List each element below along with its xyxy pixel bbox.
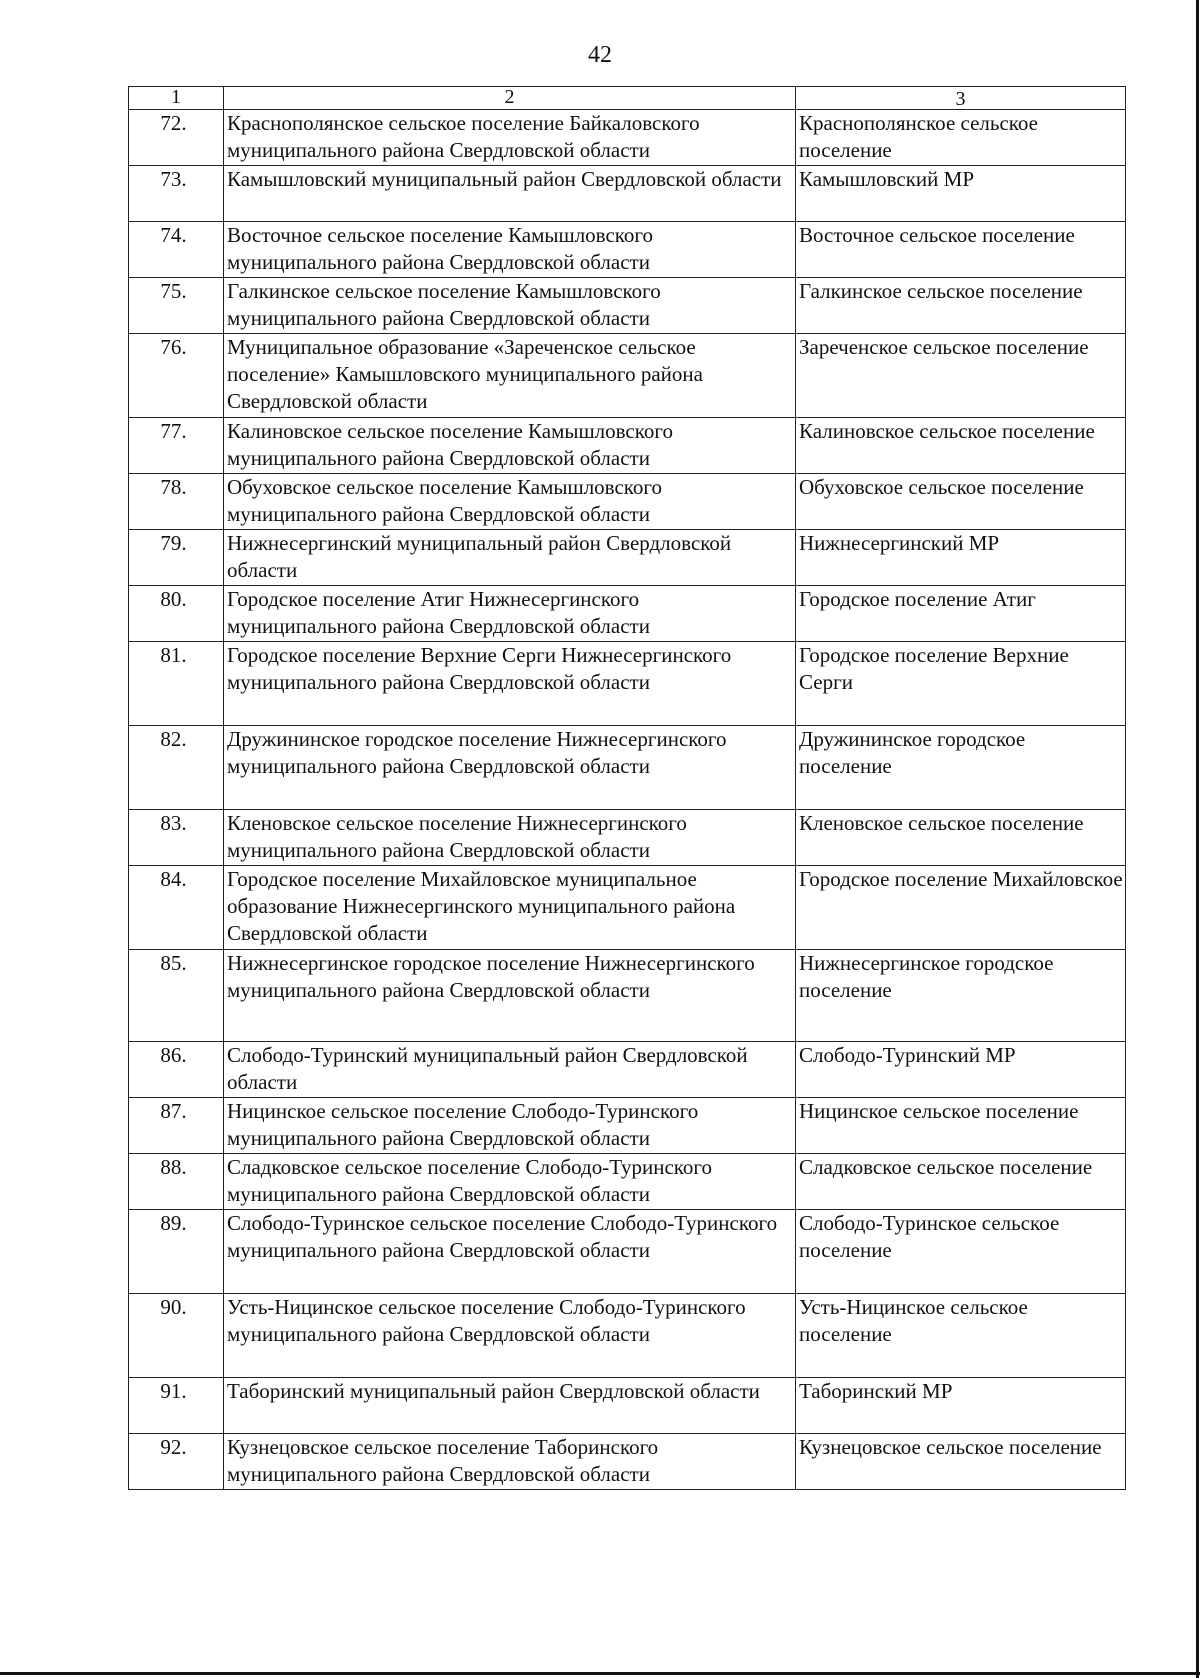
short-name-cell: Обуховское сельское поселение	[796, 474, 1126, 530]
full-name-cell: Дружининское городское поселение Нижнесергинского муниципального района Свердловской области	[224, 726, 796, 810]
full-name-cell: Городское поселение Верхние Серги Нижнесергинского муниципального района Свердловской области	[224, 642, 796, 726]
full-name-cell: Городское поселение Михайловское муниципальное образование Нижнесергинского муниципального района Свердловской области	[224, 866, 796, 950]
table-row	[129, 530, 1126, 586]
full-name-cell: Кленовское сельское поселение Нижнесергинского муниципального района Свердловской области	[224, 810, 796, 866]
column-header-3: 3	[796, 87, 1126, 110]
table-row	[129, 950, 1126, 1042]
table-row	[129, 1042, 1126, 1098]
table-row	[129, 418, 1126, 474]
table-row	[129, 166, 1126, 222]
row-number: 77.	[129, 418, 224, 474]
short-name-cell: Зареченское сельское поселение	[796, 334, 1126, 418]
page-number: 42	[588, 42, 612, 68]
table-row	[129, 1154, 1126, 1210]
table-row	[129, 222, 1126, 278]
full-name-cell: Кузнецовское сельское поселение Таборинского муниципального района Свердловской области	[224, 1434, 796, 1490]
full-name-cell: Обуховское сельское поселение Камышловского муниципального района Свердловской области	[224, 474, 796, 530]
row-number: 81.	[129, 642, 224, 726]
short-name-cell: Ницинское сельское поселение	[796, 1098, 1126, 1154]
right-border	[1196, 0, 1199, 1678]
short-name-cell: Краснополянское сельское поселение	[796, 110, 1126, 166]
short-name-cell: Городское поселение Михайловское	[796, 866, 1126, 950]
table-row	[129, 1378, 1126, 1434]
full-name-cell: Калиновское сельское поселение Камышловского муниципального района Свердловской области	[224, 418, 796, 474]
short-name-cell: Восточное сельское поселение	[796, 222, 1126, 278]
short-name-cell: Усть-Ницинское сельское поселение	[796, 1294, 1126, 1378]
table-row	[129, 810, 1126, 866]
row-number: 92.	[129, 1434, 224, 1490]
full-name-cell: Слободо-Туринское сельское поселение Слободо-Туринского муниципального района Свердловской области	[224, 1210, 796, 1294]
table-row	[129, 586, 1126, 642]
short-name-cell: Галкинское сельское поселение	[796, 278, 1126, 334]
row-number: 88.	[129, 1154, 224, 1210]
column-header-1: 1	[129, 87, 224, 110]
column-header-2: 2	[224, 87, 796, 110]
table-row	[129, 1210, 1126, 1294]
row-number: 80.	[129, 586, 224, 642]
full-name-cell: Сладковское сельское поселение Слободо-Туринского муниципального района Свердловской области	[224, 1154, 796, 1210]
table-row	[129, 110, 1126, 166]
row-number: 74.	[129, 222, 224, 278]
full-name-cell: Таборинский муниципальный район Свердловской области	[224, 1378, 796, 1434]
row-number: 84.	[129, 866, 224, 950]
full-name-cell: Слободо-Туринский муниципальный район Свердловской области	[224, 1042, 796, 1098]
row-number: 76.	[129, 334, 224, 418]
full-name-cell: Ницинское сельское поселение Слободо-Туринского муниципального района Свердловской области	[224, 1098, 796, 1154]
row-number: 83.	[129, 810, 224, 866]
full-name-cell: Городское поселение Атиг Нижнесергинского муниципального района Свердловской области	[224, 586, 796, 642]
table-row	[129, 726, 1126, 810]
short-name-cell: Кузнецовское сельское поселение	[796, 1434, 1126, 1490]
full-name-cell: Усть-Ницинское сельское поселение Слободо-Туринского муниципального района Свердловской области	[224, 1294, 796, 1378]
full-name-cell: Краснополянское сельское поселение Байкаловского муниципального района Свердловской области	[224, 110, 796, 166]
short-name-cell: Камышловский МР	[796, 166, 1126, 222]
table-row	[129, 866, 1126, 950]
row-number: 79.	[129, 530, 224, 586]
row-number: 72.	[129, 110, 224, 166]
bottom-border	[0, 1672, 1200, 1675]
row-number: 91.	[129, 1378, 224, 1434]
table-row	[129, 1434, 1126, 1490]
full-name-cell: Галкинское сельское поселение Камышловского муниципального района Свердловской области	[224, 278, 796, 334]
short-name-cell: Городское поселение Атиг	[796, 586, 1126, 642]
table-header-row	[129, 87, 1126, 110]
short-name-cell: Нижнесергинский МР	[796, 530, 1126, 586]
short-name-cell: Слободо-Туринское сельское поселение	[796, 1210, 1126, 1294]
row-number: 82.	[129, 726, 224, 810]
row-number: 85.	[129, 950, 224, 1042]
table-row	[129, 1294, 1126, 1378]
row-number: 86.	[129, 1042, 224, 1098]
short-name-cell: Слободо-Туринский МР	[796, 1042, 1126, 1098]
full-name-cell: Нижнесергинское городское поселение Нижнесергинского муниципального района Свердловской области	[224, 950, 796, 1042]
full-name-cell: Восточное сельское поселение Камышловского муниципального района Свердловской области	[224, 222, 796, 278]
short-name-cell: Калиновское сельское поселение	[796, 418, 1126, 474]
row-number: 87.	[129, 1098, 224, 1154]
short-name-cell: Городское поселение Верхние Серги	[796, 642, 1126, 726]
full-name-cell: Нижнесергинский муниципальный район Свердловской области	[224, 530, 796, 586]
short-name-cell: Сладковское сельское поселение	[796, 1154, 1126, 1210]
table-row	[129, 1098, 1126, 1154]
row-number: 78.	[129, 474, 224, 530]
table-row	[129, 334, 1126, 418]
municipalities-table	[128, 86, 1126, 1490]
full-name-cell: Камышловский муниципальный район Свердловской области	[224, 166, 796, 222]
short-name-cell: Кленовское сельское поселение	[796, 810, 1126, 866]
row-number: 89.	[129, 1210, 224, 1294]
table-row	[129, 642, 1126, 726]
row-number: 90.	[129, 1294, 224, 1378]
table-row	[129, 474, 1126, 530]
row-number: 75.	[129, 278, 224, 334]
short-name-cell: Таборинский МР	[796, 1378, 1126, 1434]
short-name-cell: Дружининское городское поселение	[796, 726, 1126, 810]
table-row	[129, 278, 1126, 334]
row-number: 73.	[129, 166, 224, 222]
full-name-cell: Муниципальное образование «Зареченское сельское поселение» Камышловского муниципального района Свердловской области	[224, 334, 796, 418]
short-name-cell: Нижнесергинское городское поселение	[796, 950, 1126, 1042]
